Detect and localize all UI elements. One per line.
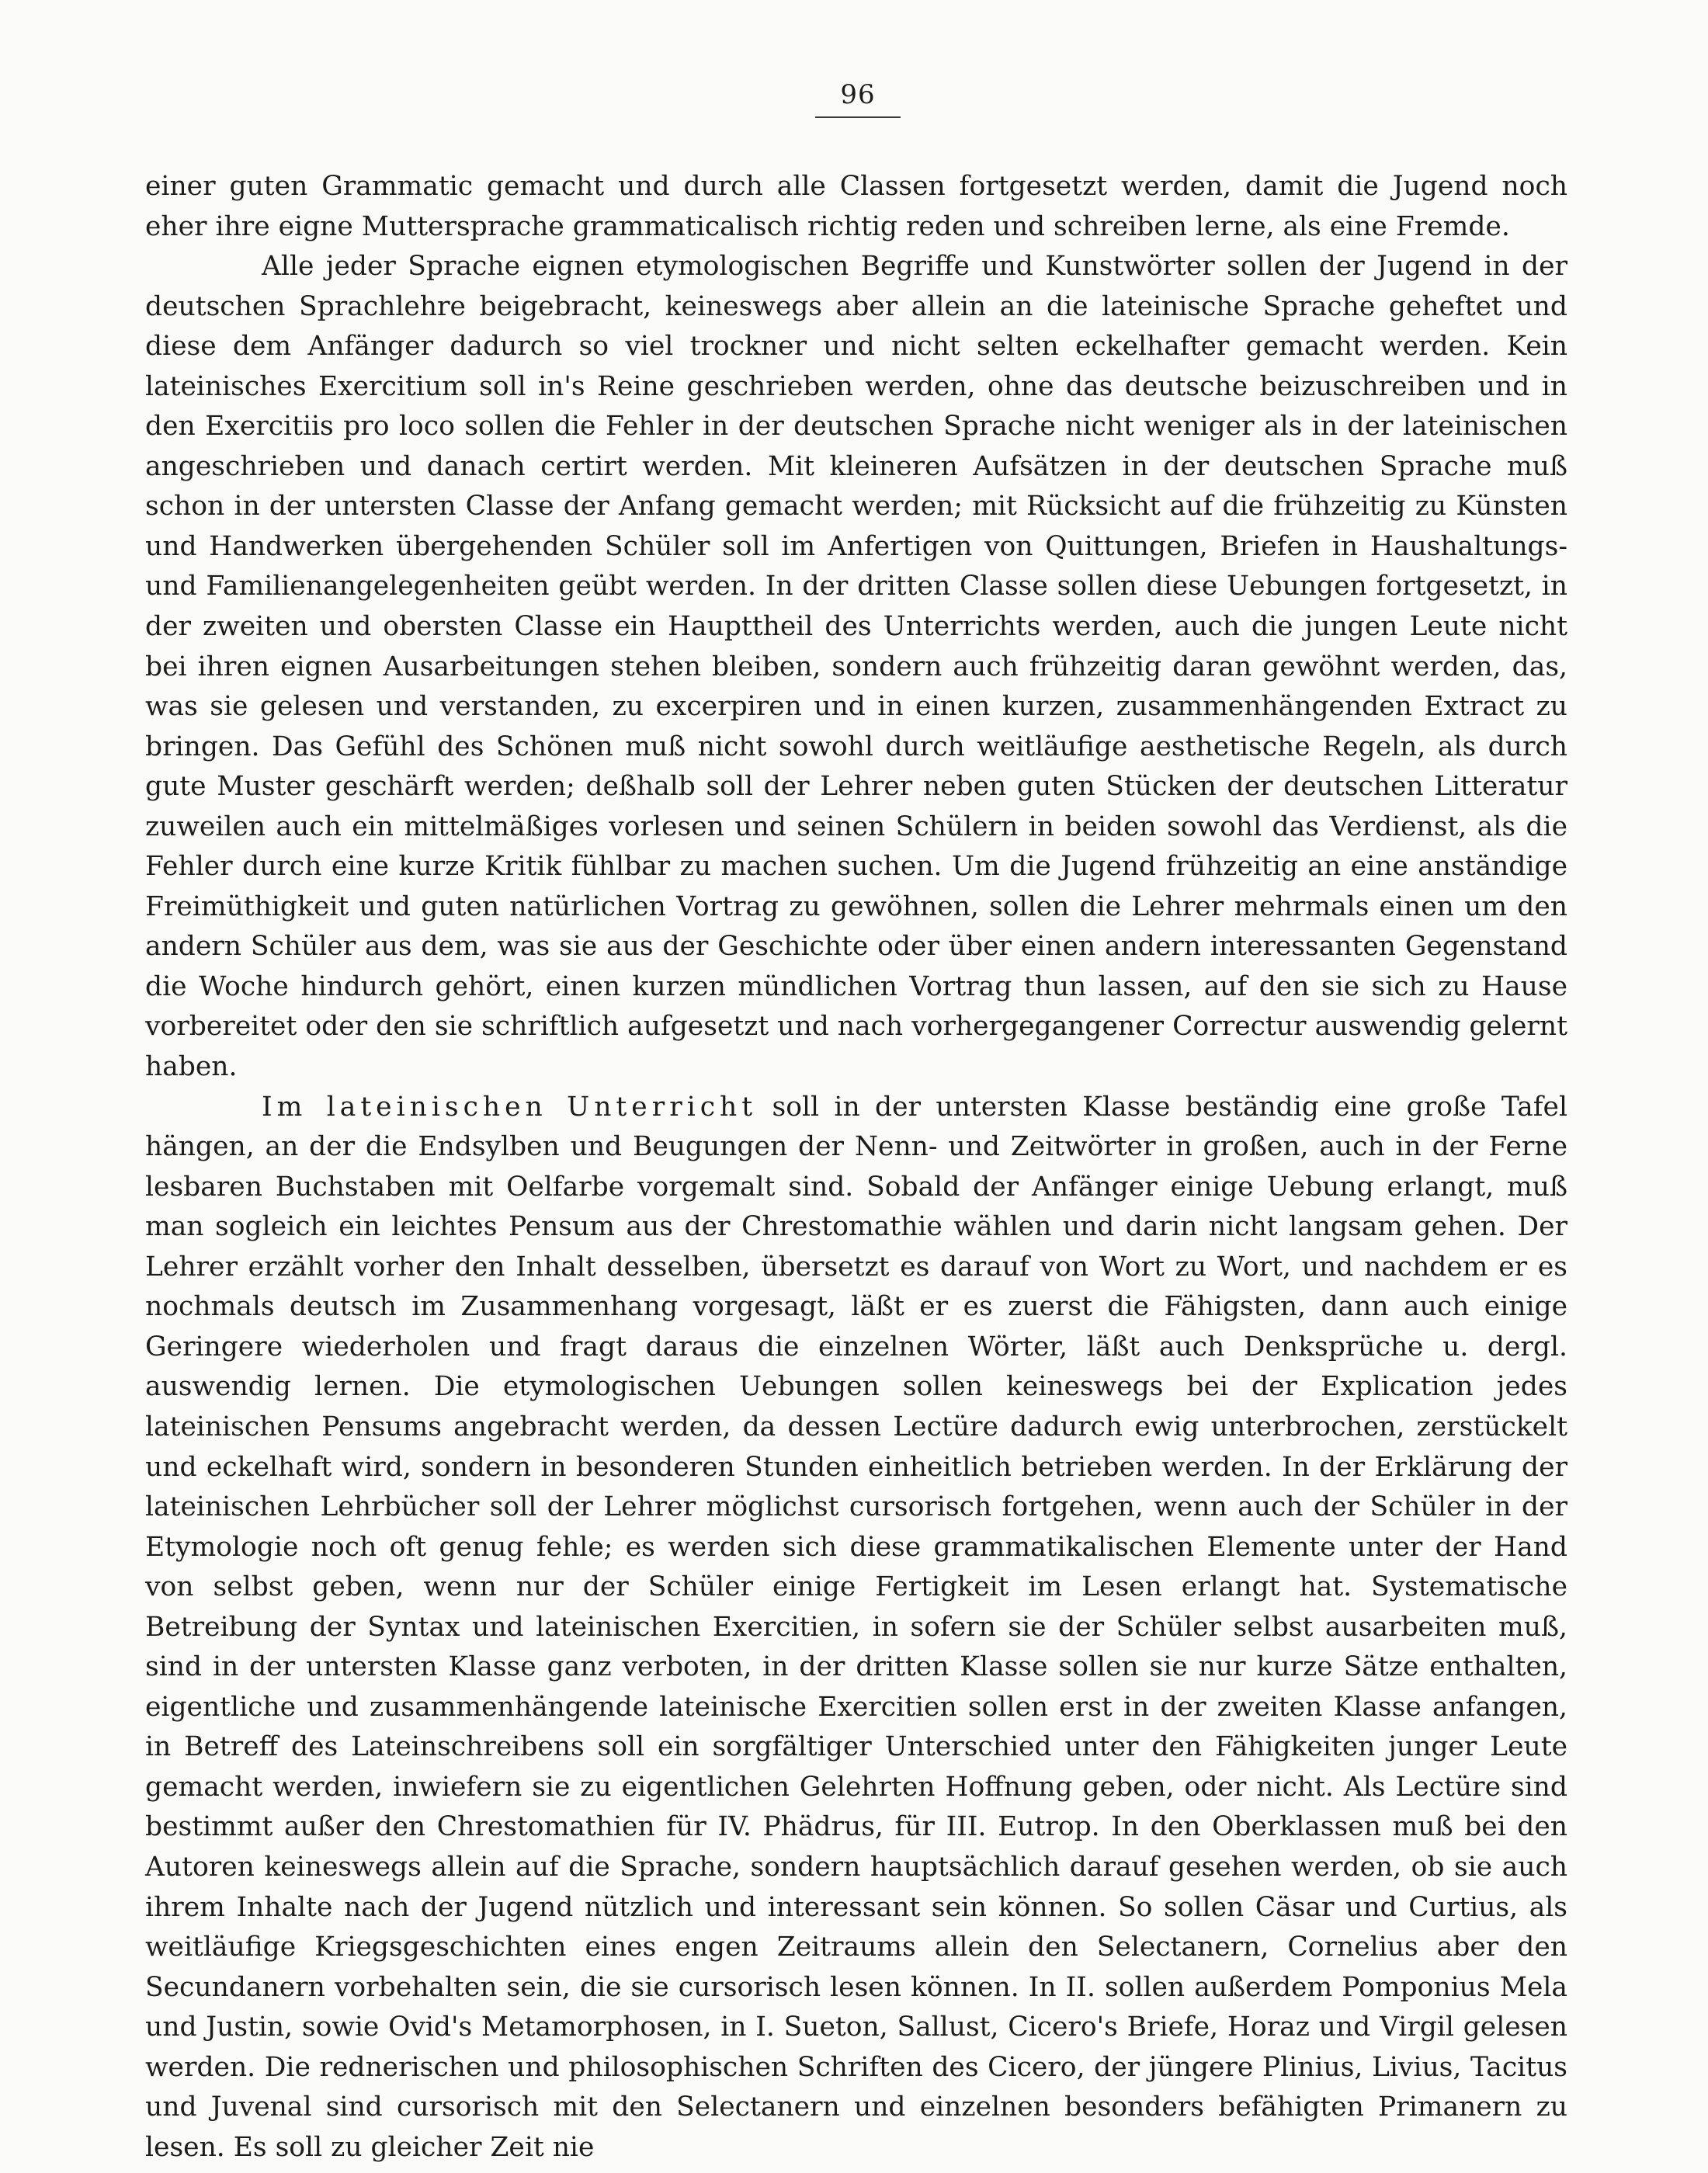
paragraph-3 <box>145 1088 1567 2168</box>
paragraph-3-lead: Im lateinischen Unterricht <box>262 1091 758 1123</box>
body-text <box>145 167 1567 2168</box>
page-number: 96 <box>840 79 876 110</box>
paragraph-1-text: einer guten Grammatic gemacht und durch alle Classen fortgesetzt werden, damit die Jugend noch eher ihre eigne Muttersprache grammaticalisch richtig reden und schreiben lerne, als eine Fremde. <box>145 171 1567 242</box>
paragraph-2-text: Alle jeder Sprache eignen etymologischen Begriffe und Kunstwörter sollen der Jugend in der deutschen Sprachlehre beigebracht, keineswegs aber allein an die lateinische Sprache geheftet und diese dem Anfänger dadurch so viel trockner und nicht selten eckelhafter gemacht werden. Kein lateinisches Exercitium soll in's Reine geschrieben werden, ohne das deutsche beizuschreiben und in den Exercitiis pro loco sollen die Fehler in der deutschen Sprache nicht weniger als in der lateinischen angeschrieben und danach certirt werden. Mit kleineren Aufsätzen in der deutschen Sprache muß schon in der untersten Classe der Anfang gemacht werden; mit Rücksicht auf die frühzeitig zu Künsten und Handwerken übergehenden Schüler soll im Anfertigen von Quittungen, Briefen in Haushaltungs- und Familienangelegenheiten geübt werden. In der dritten Classe sollen diese Uebungen fortgesetzt, in der zweiten und obersten Classe ein Haupttheil des Unterrichts werden, auch die jungen Leute nicht bei ihren eignen Ausarbeitungen stehen bleiben, sondern auch frühzeitig daran gewöhnt werden, das, was sie gelesen und verstanden, zu excerpiren und in einen kurzen, zusammenhängenden Extract zu bringen. Das Gefühl des Schönen muß nicht sowohl durch weitläufige aesthetische Regeln, als durch gute Muster geschärft werden; deßhalb soll der Lehrer neben guten Stücken der deutschen Litteratur zuweilen auch ein mittelmäßiges vorlesen und seinen Schülern in beiden sowohl das Verdienst, als die Fehler durch eine kurze Kritik fühlbar zu machen suchen. Um die Jugend frühzeitig an eine anständige Freimüthigkeit und guten natürlichen Vortrag zu gewöhnen, sollen die Lehrer mehrmals einen um den andern Schüler aus dem, was sie aus der Geschichte oder über einen andern interessanten Gegenstand die Woche hindurch gehört, einen kurzen mündlichen Vortrag thun lassen, auf den sie sich zu Hause vorbereitet oder den sie schriftlich aufgesetzt und nach vorhergegangener Correctur auswendig gelernt haben. <box>145 251 1567 1083</box>
page-number-rule <box>815 116 901 118</box>
paragraph-2 <box>145 247 1567 1087</box>
paragraph-1 <box>145 167 1567 247</box>
paragraph-3-text: soll in der untersten Klasse beständig eine große Tafel hängen, an der die Endsylben und Beugungen der Nenn- und Zeitwörter in großen, auch in der Ferne lesbaren Buchstaben mit Oelfarbe vorgemalt sind. Sobald der Anfänger einige Uebung erlangt, muß man sogleich ein leichtes Pensum aus der Chrestomathie wählen und darin nicht langsam gehen. Der Lehrer erzählt vorher den Inhalt desselben, übersetzt es darauf von Wort zu Wort, und nachdem er es nochmals deutsch im Zusammenhang vorgesagt, läßt er es zuerst die Fähigsten, dann auch einige Geringere wiederholen und fragt daraus die einzelnen Wörter, läßt auch Denksprüche u. dergl. auswendig lernen. Die etymologischen Uebungen sollen keineswegs bei der Explication jedes lateinischen Pensums angebracht werden, da dessen Lectüre dadurch ewig unterbrochen, zerstückelt und eckelhaft wird, sondern in besonderen Stunden einheitlich betrieben werden. In der Erklärung der lateinischen Lehrbücher soll der Lehrer möglichst cursorisch fortgehen, wenn auch der Schüler in der Etymologie noch oft genug fehle; es werden sich diese grammatikalischen Elemente unter der Hand von selbst geben, wenn nur der Schüler einige Fertigkeit im Lesen erlangt hat. Systematische Betreibung der Syntax und lateinischen Exercitien, in sofern sie der Schüler selbst ausarbeiten muß, sind in der untersten Klasse ganz verboten, in der dritten Klasse sollen sie nur kurze Sätze enthalten, eigentliche und zusammenhängende lateinische Exercitien sollen erst in der zweiten Klasse anfangen, in Betreff des Lateinschreibens soll ein sorgfältiger Unterschied unter den Fähigkeiten junger Leute gemacht werden, inwiefern sie zu eigentlichen Gelehrten Hoffnung geben, oder nicht. Als Lectüre sind bestimmt außer den Chrestomathien für IV. Phädrus, für III. Eutrop. In den Oberklassen muß bei den Autoren keineswegs allein auf die Sprache, sondern hauptsächlich darauf gesehen werden, ob sie auch ihrem Inhalte nach der Jugend nützlich und interessant sein können. So sollen Cäsar und Curtius, als weitläufige Kriegsgeschichten eines engen Zeitraums allein den Selectanern, Cornelius aber den Secundanern vorbehalten sein, die sie cursorisch lesen können. In II. sollen außerdem Pomponius Mela und Justin, sowie Ovid's Metamorphosen, in I. Sueton, Sallust, Cicero's Briefe, Horaz und Virgil gelesen werden. Die rednerischen und philosophischen Schriften des Cicero, der jüngere Plinius, Livius, Tacitus und Juvenal sind cursorisch mit den Selectanern und einzelnen besonders befähigten Primanern zu lesen. Es soll zu gleicher Zeit nie <box>145 1091 1567 2163</box>
